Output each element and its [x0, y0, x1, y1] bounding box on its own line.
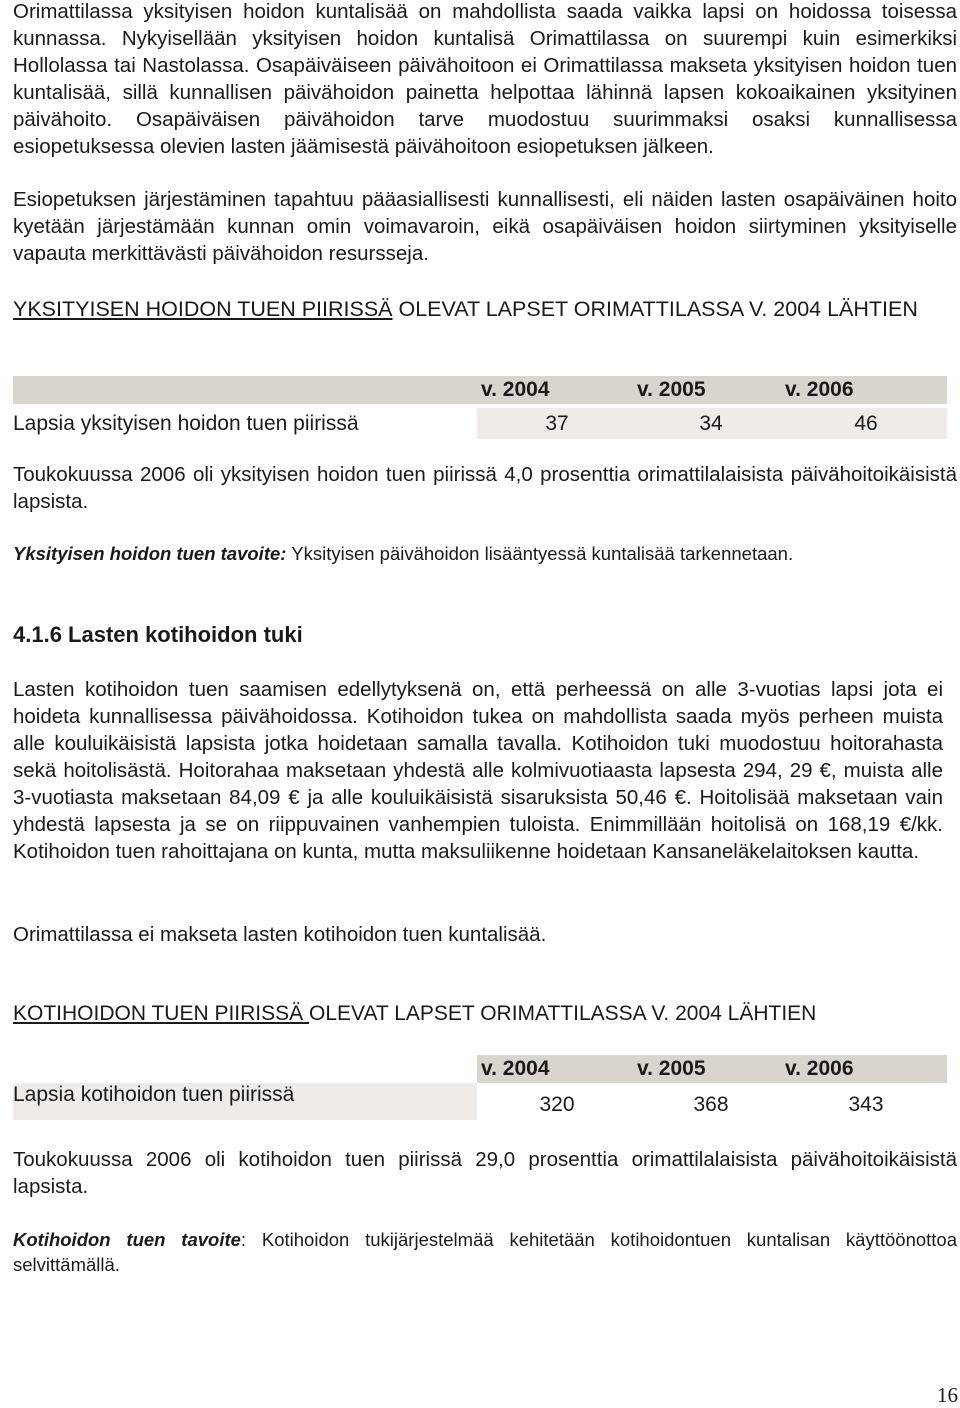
table-row — [13, 408, 947, 439]
goal-label: Yksityisen hoidon tuen tavoite: — [13, 543, 287, 564]
table2-heading-rest: OLEVAT LAPSET ORIMATTILASSA V. 2004 LÄHTIEN — [309, 1002, 817, 1025]
paragraph-home-care-conditions: Lasten kotihoidon tuen saamisen edellytyksenä on, että perheessä on alle 3-vuotias lapsi jota ei hoideta kunnallisessa päivähoidossa. Kotihoidon tukea on mahdollista saada myös perheen muista alle kouluikäisistä lapsista jotka hoidetaan samalla tavalla. Kotihoidon tuki muodostuu hoitorahasta sekä hoitolisästä. Hoitorahaa maksetaan yhdestä alle kolmivuotiaasta lapsesta 294, 29 €, muista alle 3-vuotiasta maksetaan 84,09 € ja alle kouluikäisistä sisaruksista 50,46 €. Hoitolisää maksetaan vain yhdestä lapsesta ja se on riippuvainen vanhempien tuloista. Enimmillään hoitolisä on 168,19 €/kk. Kotihoidon tuen rahoittajana on kunta, mutta maksuliikenne hoidetaan Kansaneläkelaitoksen kautta. — [13, 678, 943, 863]
table-row-label: Lapsia kotihoidon tuen piirissä — [13, 1083, 477, 1120]
table-row-label: Lapsia yksityisen hoidon tuen piirissä — [13, 408, 477, 439]
table-header-cell: v. 2005 — [637, 1055, 785, 1083]
paragraph-home-care-goal — [13, 1227, 957, 1277]
table-header-cell: v. 2005 — [637, 376, 785, 404]
table1-heading — [13, 295, 957, 323]
paragraph-private-care-percent: Toukokuussa 2006 oli yksityisen hoidon tuen piirissä 4,0 prosenttia orimattilalaisista päivähoitoikäisistä lapsista. — [13, 463, 957, 513]
paragraph-private-care-goal — [13, 540, 957, 567]
table-cell: 320 — [477, 1083, 637, 1120]
goal-text: : Kotihoidon tukijärjestelmää kehitetään kotihoidontuen kuntalisan käyttöönottoa selvittämällä. — [13, 1229, 958, 1275]
table-header-blank — [13, 1055, 477, 1083]
paragraph-preschool: Esiopetuksen järjestäminen tapahtuu pääasiallisesti kunnallisesti, eli näiden lasten osapäiväinen hoito kyetään järjestämään kunnan omin voimavaroin, eikä osapäiväisen hoidon siirtyminen yksityiselle vapauta merkittävästi päivähoidon resursseja. — [13, 188, 957, 265]
table2-heading-underlined: KOTIHOIDON TUEN PIIRISSÄ — [13, 1002, 309, 1025]
home-care-table — [13, 1055, 947, 1120]
table-header-cell: v. 2004 — [477, 1055, 637, 1083]
paragraph-home-care-supplement: Orimattilassa ei makseta lasten kotihoidon tuen kuntalisää. — [13, 923, 547, 946]
page-number: 16 — [937, 1383, 958, 1407]
private-care-table — [13, 376, 947, 439]
table1-heading-rest: OLEVAT LAPSET ORIMATTILASSA V. 2004 LÄHTIEN — [392, 297, 918, 321]
table-cell: 34 — [637, 408, 785, 439]
table2-heading — [13, 1000, 957, 1028]
table-row — [13, 1083, 947, 1120]
goal-label: Kotihoidon tuen tavoite — [13, 1229, 241, 1250]
table-cell: 368 — [637, 1083, 785, 1120]
table-cell: 46 — [785, 408, 947, 439]
section-heading: 4.1.6 Lasten kotihoidon tuki — [13, 622, 303, 647]
table-header-cell: v. 2004 — [477, 376, 637, 404]
goal-text: Yksityisen päivähoidon lisääntyessä kuntalisää tarkennetaan. — [286, 543, 794, 564]
table-header-cell: v. 2006 — [785, 1055, 947, 1083]
table-cell: 37 — [477, 408, 637, 439]
table-cell: 343 — [785, 1083, 947, 1120]
table-header-cell: v. 2006 — [785, 376, 947, 404]
table-header-row — [13, 1055, 947, 1083]
paragraph-home-care-percent: Toukokuussa 2006 oli kotihoidon tuen piirissä 29,0 prosenttia orimattilalaisista päivähoitoikäisistä lapsista. — [13, 1148, 957, 1198]
table1-heading-underlined: YKSITYISEN HOIDON TUEN PIIRISSÄ — [13, 297, 393, 321]
table-header-blank — [13, 376, 477, 404]
paragraph-private-care-supplement: Orimattilassa yksityisen hoidon kuntalisää on mahdollista saada vaikka lapsi on hoidossa toisessa kunnassa. Nykyisellään yksityisen hoidon kuntalisä Orimattilassa on suurempi kuin esimerkiksi Hollolassa tai Nastolassa. Osapäiväiseen päivähoitoon ei Orimattilassa makseta yksityisen hoidon tuen kuntalisää, sillä kunnallisen päivähoidon painetta helpottaa lähinnä lapsen kokoaikainen yksityinen päivähoito. Osapäiväisen päivähoidon tarve muodostuu suurimmaksi osaksi kunnallisessa esiopetuksessa olevien lasten jäämisestä päivähoitoon esiopetuksen jälkeen. — [13, 0, 957, 158]
table-header-row — [13, 376, 947, 404]
